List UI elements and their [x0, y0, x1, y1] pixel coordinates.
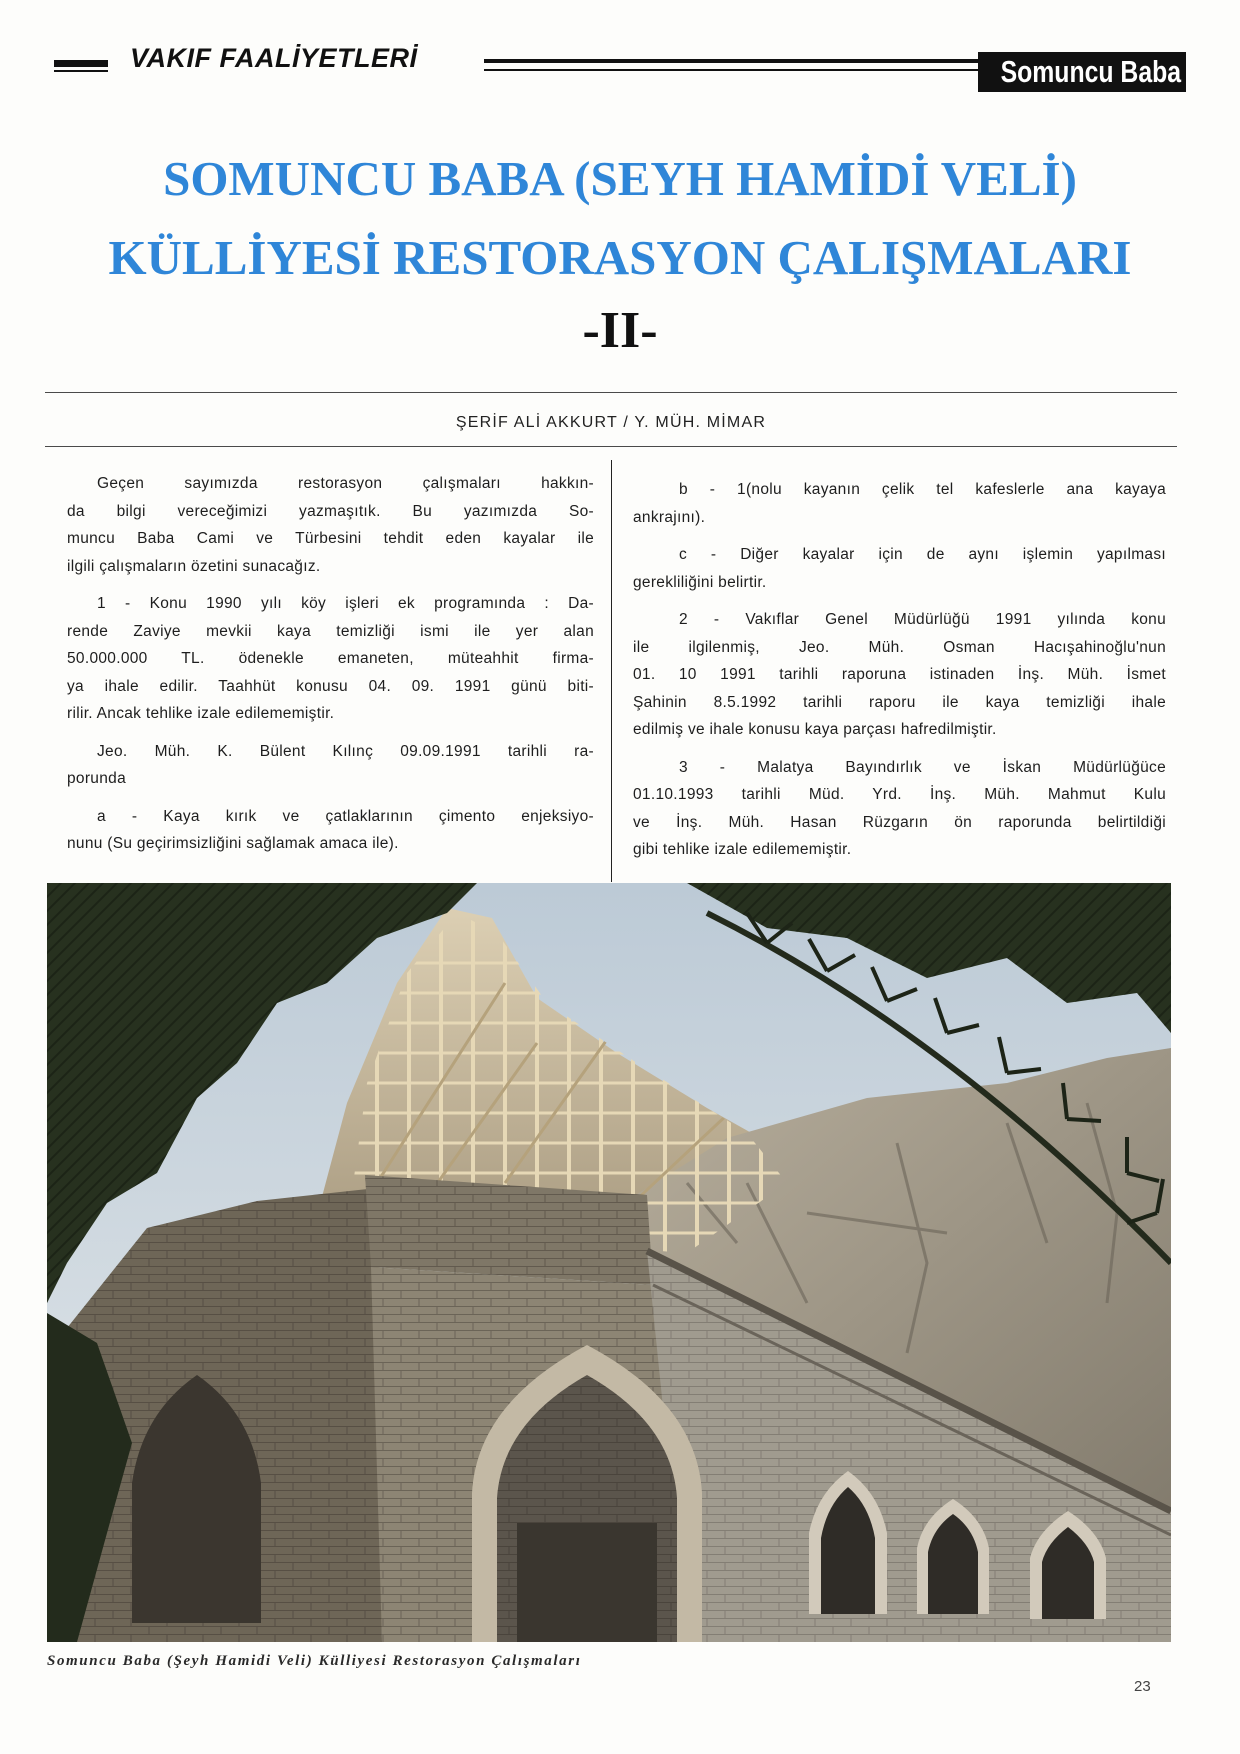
- text-line: ile ilgilenmiş, Jeo. Müh. Osman Hacışahinoğlu'nun: [633, 638, 1166, 656]
- paragraph: [633, 476, 1166, 531]
- magazine-name: Somuncu Baba: [1000, 54, 1182, 89]
- text-line: edilmiş ve ihale konusu kaya parçası hafredilmiştir.: [633, 721, 997, 738]
- header-rule-thin: [484, 69, 980, 71]
- article-part-number: -II-: [582, 302, 658, 359]
- text-line: 01. 10 1991 tarihli raporuna istinaden İnş. Müh. İsmet: [633, 666, 1166, 683]
- text-line: da bilgi vereceğimizi yazmaşıtık. Bu yazımızda So-: [67, 502, 594, 520]
- restoration-photo: [47, 883, 1171, 1642]
- column-divider: [611, 460, 612, 882]
- text-line: b - 1(nolu kayanın çelik tel kafeslerle ana kayaya: [679, 481, 1166, 498]
- text-line: muncu Baba Cami ve Türbesini tehdit eden kayalar ile: [67, 530, 594, 547]
- text-line: Jeo. Müh. K. Bülent Kılınç 09.09.1991 tarihli ra-: [97, 742, 594, 760]
- right-column: [633, 476, 1166, 874]
- header-bar: [54, 60, 108, 67]
- text-line: a - Kaya kırık ve çatlaklarının çimento enjeksiyo-: [97, 807, 594, 825]
- text-line: 50.000.000 TL. ödenekle emaneten, müteahhit firma-: [67, 650, 594, 667]
- text-line: gerekliliğini belirtir.: [633, 573, 767, 591]
- text-line: c - Diğer kayalar için de aynı işlemin yapılması: [679, 546, 1166, 563]
- author-byline: ŞERİF ALİ AKKURT / Y. MÜH. MİMAR: [455, 414, 767, 431]
- text-line: Şahinin 8.5.1992 tarihli raporu ile kaya temizliği ihale: [633, 693, 1166, 711]
- paragraph: [633, 754, 1166, 864]
- text-line: 1 - Konu 1990 yılı köy işleri ek programında : Da-: [97, 595, 594, 612]
- left-column: [67, 470, 594, 868]
- text-line: ilgili çalışmaların özetini sunacağız.: [67, 557, 321, 575]
- paragraph: [67, 590, 594, 728]
- page-number: 23: [1134, 1678, 1151, 1695]
- text-line: 01.10.1993 tarihli Müd. Yrd. İnş. Müh. Mahmut Kulu: [633, 786, 1166, 803]
- author-rule-bottom: [45, 446, 1177, 447]
- text-line: Geçen sayımızda restorasyon çalışmaları hakkın-: [97, 475, 594, 492]
- author-rule-top: [45, 392, 1177, 393]
- text-line: ankrajını).: [633, 508, 706, 526]
- text-line: gibi tehlike izale edilememiştir.: [633, 841, 852, 858]
- text-line: 3 - Malatya Bayındırlık ve İskan Müdürlüğüce: [679, 758, 1166, 776]
- header-bar-thin: [54, 70, 108, 72]
- section-title: VAKIF FAALİYETLERİ: [130, 43, 418, 73]
- header-rule: [484, 59, 980, 63]
- text-line: 2 - Vakıflar Genel Müdürlüğü 1991 yılında konu: [679, 611, 1166, 628]
- paragraph: [67, 803, 594, 858]
- text-line: ya ihale edilir. Taahhüt konusu 04. 09. 1991 günü biti-: [67, 677, 594, 695]
- article-title-line-2: KÜLLİYESİ RESTORASYON ÇALIŞMALARI: [108, 230, 1132, 285]
- paragraph: [633, 541, 1166, 596]
- text-line: nunu (Su geçirimsizliğini sağlamak amaca ile).: [67, 835, 399, 852]
- paragraph: [633, 606, 1166, 744]
- paragraph: [67, 738, 594, 793]
- photo-caption: Somuncu Baba (Şeyh Hamidi Veli) Külliyesi Restorasyon Çalışmaları: [47, 1653, 582, 1669]
- magazine-name-box: [978, 52, 1186, 92]
- text-line: rilir. Ancak tehlike izale edilememiştir.: [67, 705, 335, 722]
- paragraph: [67, 470, 594, 580]
- text-line: ve İnş. Müh. Hasan Rüzgarın ön raporunda belirtildiği: [633, 813, 1166, 831]
- article-title-line-1: SOMUNCU BABA (SEYH HAMİDİ VELİ): [163, 151, 1077, 206]
- text-line: rende Zaviye mevkii kaya temizliği ismi ile yer alan: [67, 622, 594, 640]
- text-line: porunda: [67, 770, 126, 787]
